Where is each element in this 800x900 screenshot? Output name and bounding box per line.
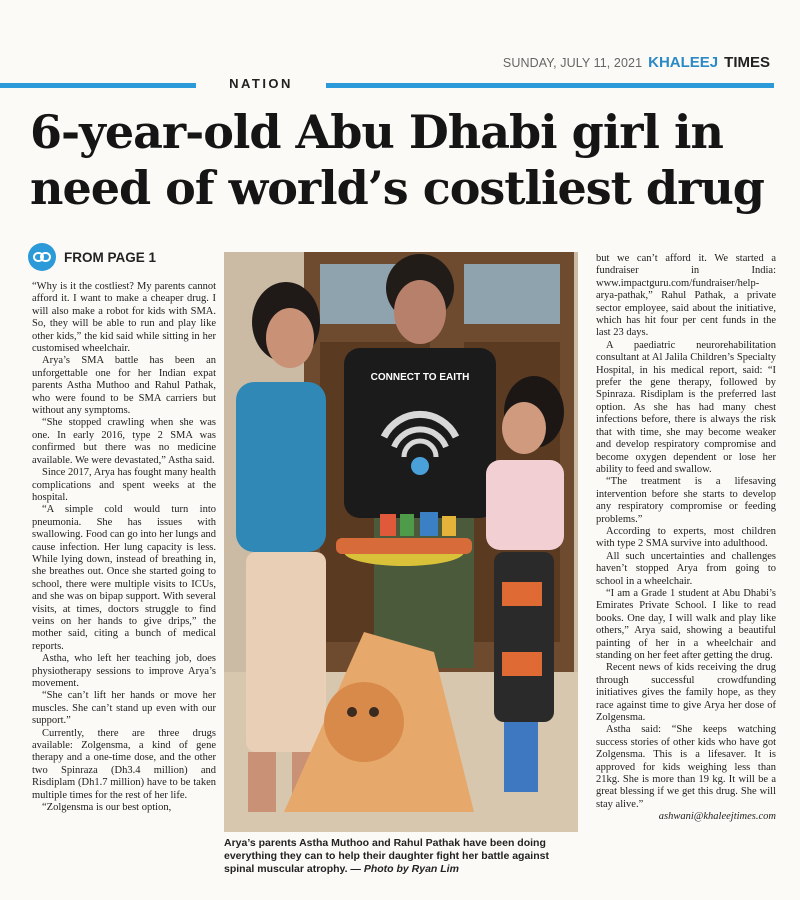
- paragraph: “She can’t lift her hands or move her muscles. She can’t stand up even with our support.”: [32, 690, 216, 727]
- article-column-3: [596, 253, 776, 883]
- author-email: ashwani@khaleejtimes.com: [658, 811, 776, 823]
- paragraph: “I am a Grade 1 student at Abu Dhabi’s Emirates Private School. I like to read books. One day, I will walk and play like others,” Arya said, showing a beautiful painting of her in a wheelchair and standing on her feet after getting the drug.: [596, 587, 776, 661]
- photo-illustration: [224, 252, 578, 832]
- headline-line-2: need of world’s costliest drug: [30, 161, 764, 215]
- paragraph: Since 2017, Arya has fought many health complications and spent weeks at the hospital.: [32, 467, 216, 503]
- paragraph: According to experts, most children with type 2 SMA survive into adulthood.: [596, 525, 776, 550]
- caption-text: Arya’s parents Astha Muthoo and Rahul Pathak have been doing everything they can to help their daughter fight her battle against spinal muscular atrophy. —: [224, 837, 549, 875]
- photo-caption: [224, 837, 578, 876]
- paragraph: “Why is it the costliest? My parents cannot afford it. I want to make a cheaper drug. I will also make a robot for kids with SMA. So, they will be able to run and play like other kids,” the kid said while sitting in her customised wheelchair.: [32, 281, 216, 355]
- section-label: NATION: [229, 76, 293, 91]
- paragraph: A paediatric neurorehabilitation consultant at Al Jalila Children’s Specialty Hospital, in his medical report, said: “I prefer the gene therapy, followed by Spinraza. Risdiplam is the preferred last option. As she has had many chest infections before, there is always the risk that with time, she may become weaker and develop respiratory compromise and become oxygen dependent or lose her ability to feed and swallow.: [596, 339, 776, 475]
- issue-date: SUNDAY, JULY 11, 2021: [502, 56, 643, 70]
- from-page-marker: [28, 243, 156, 271]
- paragraph: Astha said: “She keeps watching success stories of other kids who have got Zolgensma. This is a lifesaver. It is approved for kids weighing less than 21kg. She is more than 19 kg. It will be a great blessing if we get this drug. She will stay alive.”: [596, 724, 776, 810]
- photo-credit: Photo by Ryan Lim: [363, 863, 459, 875]
- brand-khaleej: KHALEEJ: [648, 54, 719, 71]
- paragraph: All such uncertainties and challenges haven’t stopped Arya from going to school in a wheelchair.: [596, 550, 776, 587]
- paragraph: “The treatment is a lifesaving intervention before she starts to develop any respiratory compromise or feeding problems.”: [596, 476, 776, 525]
- article-column-1: [32, 281, 216, 881]
- paragraph: Recent news of kids receiving the drug through successful crowdfunding initiatives gives the family hope, as they race against time to give Arya her dose of Zolgensma.: [596, 662, 776, 724]
- from-page-label: FROM PAGE 1: [64, 249, 157, 265]
- section-rule-right: [326, 83, 774, 88]
- paragraph: but we can’t afford it. We started a fundraiser in India: www.impactguru.com/fundraiser/help-arya-pathak,” Rahul Pathak, a private sector employee, said about the initiative, which has hit four per cent funds in the last 23 days.: [596, 253, 776, 339]
- paragraph: “Zolgensma is our best option,: [42, 802, 172, 814]
- paragraph: Arya’s SMA battle has been an unforgettable one for her Indian expat parents Astha Muthoo and Rahul Pathak, who were found to be SMA carriers but without any symptoms.: [32, 355, 216, 417]
- headline-line-1: 6-year-old Abu Dhabi girl in: [30, 105, 723, 159]
- section-header: [0, 74, 800, 96]
- brand-times: TIMES: [724, 54, 770, 71]
- section-rule-left: [0, 83, 196, 88]
- headline: [30, 104, 780, 216]
- link-icon: [28, 243, 56, 271]
- paragraph: “A simple cold would turn into pneumonia. She has issues with swallowing. Food can go into her lungs and cause infection. Her lung capacity is less. While lying down, instead of breathing in, she breathes out. Once she started going to school, there were multiple visits to ICUs, and she was on bipap support. With several visits, at times, doctors struggle to find veins on her hands to give drips,” the mother said, citing a bunch of medical reports.: [32, 504, 216, 652]
- masthead: [503, 54, 770, 71]
- paragraph: Astha, who left her teaching job, does physiotherapy sessions to improve Arya’s movement.: [32, 653, 216, 689]
- paragraph: Currently, there are three drugs available: Zolgensma, a kind of gene therapy and a one-time dose, and the other two Spinraza (Dh3.4 million) and Risdiplam (Dh1.7 million) have to be taken multiple times for the rest of her life.: [32, 727, 216, 801]
- shirt-text: CONNECT TO EAITH: [370, 372, 470, 383]
- paragraph: “She stopped crawling when she was one. In early 2016, type 2 SMA was confirmed but there was no medicine available. We were devastated,” Astha said.: [32, 417, 216, 466]
- article-photo: [224, 252, 578, 832]
